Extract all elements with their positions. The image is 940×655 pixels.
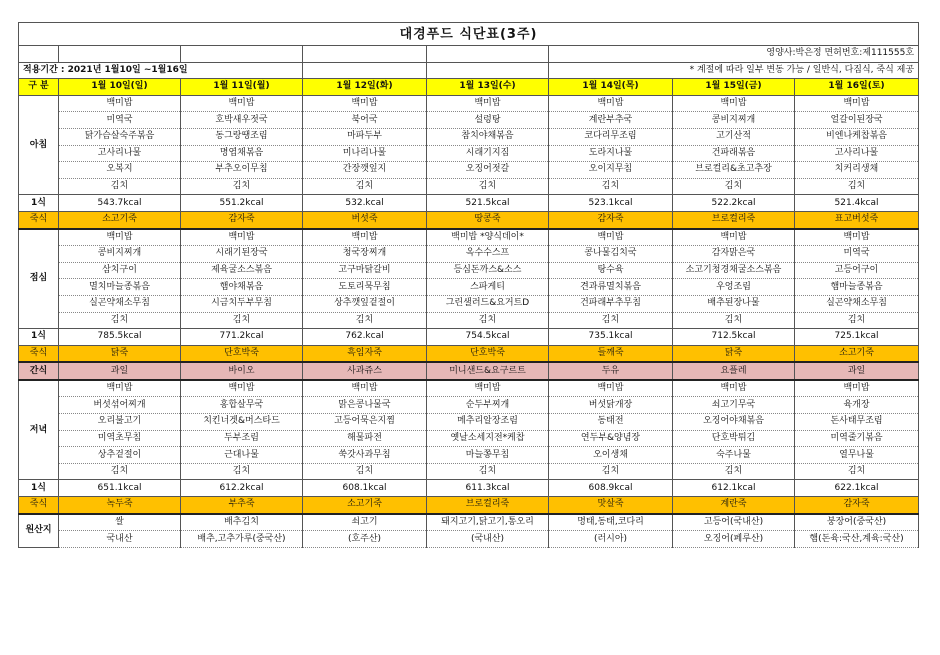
lunch-juk-cell: 들깨죽: [549, 345, 673, 362]
origin-cell: 햄(돈육:국산,계육:국산): [795, 531, 919, 548]
lunch-menu-cell: 김치: [181, 312, 303, 329]
lunch-kcal-cell: 754.5kcal: [427, 329, 549, 346]
breakfast-menu-cell: 부추오이무침: [181, 162, 303, 179]
breakfast-menu-cell: 닭가슴살숙주볶음: [59, 128, 181, 145]
lunch-menu-cell: 김치: [59, 312, 181, 329]
breakfast-kcal-cell: 522.2kcal: [673, 195, 795, 212]
breakfast-menu-cell: 참치야채볶음: [427, 128, 549, 145]
lunch-label: 점심: [19, 229, 59, 329]
lunch-kcal-cell: 762.kcal: [303, 329, 427, 346]
origin-cell: 쇠고기: [303, 514, 427, 531]
breakfast-kcal-cell: 521.5kcal: [427, 195, 549, 212]
breakfast-menu-cell: 김치: [427, 178, 549, 195]
lunch-menu-cell: 백미밥: [795, 229, 919, 246]
dinner-menu-cell: 고등어묵은지찜: [303, 414, 427, 431]
breakfast-menu-cell: 김치: [673, 178, 795, 195]
lunch-menu-cell: 콩비지찌개: [59, 246, 181, 263]
dinner-menu-cell: 쇠고기무국: [673, 397, 795, 414]
nutritionist-info: 영양사:박은정 면허번호:제111555호: [549, 46, 919, 63]
dinner-menu-cell: 김치: [427, 463, 549, 480]
lunch-juk-cell: 소고기죽: [795, 345, 919, 362]
dinner-menu-cell: 옛날소세지전*케찹: [427, 430, 549, 447]
dinner-menu-cell: 숙주나물: [673, 447, 795, 464]
origin-cell: 명태,동태,코다리: [549, 514, 673, 531]
dinner-juk-cell: 소고기죽: [303, 497, 427, 514]
lunch-menu-cell: 등심돈까스&소스: [427, 262, 549, 279]
dinner-menu-cell: 상추겉절이: [59, 447, 181, 464]
breakfast-menu-cell: 호박새우젓국: [181, 112, 303, 129]
origin-cell: 고등어(국내산): [673, 514, 795, 531]
dinner-juk-cell: 부추죽: [181, 497, 303, 514]
breakfast-menu-cell: 계란부추국: [549, 112, 673, 129]
breakfast-menu-cell: 김치: [59, 178, 181, 195]
lunch-menu-cell: 고구마닭갈비: [303, 262, 427, 279]
dinner-menu-cell: 오징어야채볶음: [673, 414, 795, 431]
dinner-juk-cell: 브로컬리죽: [427, 497, 549, 514]
origin-cell: 국내산: [59, 531, 181, 548]
breakfast-menu-cell: 건파래볶음: [673, 145, 795, 162]
breakfast-menu-cell: 비엔나케찹볶음: [795, 128, 919, 145]
lunch-juk-cell: 단호박죽: [427, 345, 549, 362]
dinner-menu-cell: 근대나물: [181, 447, 303, 464]
lunch-menu-cell: 감자맑은국: [673, 246, 795, 263]
lunch-menu-cell: 시래기된장국: [181, 246, 303, 263]
breakfast-menu-cell: 코다리무조림: [549, 128, 673, 145]
dinner-juk-cell: 감자죽: [795, 497, 919, 514]
dinner-juk-cell: 계란죽: [673, 497, 795, 514]
breakfast-menu-cell: 김치: [549, 178, 673, 195]
origin-cell: 붕장어(중국산): [795, 514, 919, 531]
lunch-menu-cell: 백미밥 *양식데이*: [427, 229, 549, 246]
breakfast-menu-cell: 백미밥: [795, 95, 919, 112]
breakfast-menu-cell: 백미밥: [59, 95, 181, 112]
lunch-menu-cell: 미역국: [795, 246, 919, 263]
dinner-menu-cell: 백미밥: [673, 380, 795, 397]
lunch-menu-cell: 도토리묵무침: [303, 279, 427, 296]
lunch-kcal-cell: 785.5kcal: [59, 329, 181, 346]
origin-cell: 오징어(페루산): [673, 531, 795, 548]
lunch-menu-cell: 건파래부추무침: [549, 295, 673, 312]
dinner-menu-cell: 단호박튀김: [673, 430, 795, 447]
breakfast-menu-cell: 오징어젓갈: [427, 162, 549, 179]
breakfast-menu-cell: 콩비지찌개: [673, 112, 795, 129]
dinner-menu-cell: 쑥갓사과무침: [303, 447, 427, 464]
lunch-menu-cell: 햄야채볶음: [181, 279, 303, 296]
origin-cell: 돼지고기,닭고기,통오리: [427, 514, 549, 531]
snack-cell: 과일: [59, 362, 181, 380]
dinner-juk-cell: 녹두죽: [59, 497, 181, 514]
breakfast-menu-cell: 고사리나물: [59, 145, 181, 162]
breakfast-juk-cell: 땅콩죽: [427, 211, 549, 228]
dinner-menu-cell: 홍합살무국: [181, 397, 303, 414]
dinner-menu-cell: 맑은콩나물국: [303, 397, 427, 414]
dinner-menu-cell: 백미밥: [427, 380, 549, 397]
dinner-kcal-cell: 622.1kcal: [795, 480, 919, 497]
breakfast-menu-cell: 브로컬리&초고추장: [673, 162, 795, 179]
dinner-menu-cell: 미역줄기볶음: [795, 430, 919, 447]
breakfast-menu-cell: 미역국: [59, 112, 181, 129]
lunch-menu-cell: 제육굴소스볶음: [181, 262, 303, 279]
dinner-label: 저녁: [19, 380, 59, 480]
breakfast-menu-cell: 백미밥: [181, 95, 303, 112]
breakfast-menu-cell: 고기산적: [673, 128, 795, 145]
dinner-menu-cell: 동태전: [549, 414, 673, 431]
dinner-menu-cell: 버섯닭개장: [549, 397, 673, 414]
breakfast-menu-cell: 오복지: [59, 162, 181, 179]
dinner-menu-cell: 메추리알장조림: [427, 414, 549, 431]
lunch-menu-cell: 실곤약채소무침: [59, 295, 181, 312]
snack-cell: 두유: [549, 362, 673, 380]
breakfast-menu-cell: 백미밥: [673, 95, 795, 112]
lunch-menu-cell: 견과류멸치볶음: [549, 279, 673, 296]
dinner-menu-cell: 김치: [795, 463, 919, 480]
lunch-menu-cell: 백미밥: [303, 229, 427, 246]
snack-cell: 바이오: [181, 362, 303, 380]
dinner-menu-cell: 김치: [181, 463, 303, 480]
dinner-kcal-cell: 611.3kcal: [427, 480, 549, 497]
period-label: 적용기간 : 2021년 1월10일 ~1월16일: [19, 62, 303, 79]
lunch-menu-cell: 멸치마늘종볶음: [59, 279, 181, 296]
lunch-menu-cell: 배추된장나물: [673, 295, 795, 312]
dinner-menu-cell: 백미밥: [549, 380, 673, 397]
lunch-menu-cell: 김치: [303, 312, 427, 329]
lunch-juk-cell: 흑임자죽: [303, 345, 427, 362]
dinner-menu-cell: 백미밥: [59, 380, 181, 397]
dinner-menu-cell: 육개장: [795, 397, 919, 414]
breakfast-juk-cell: 버섯죽: [303, 211, 427, 228]
dinner-menu-cell: 버섯섞어찌개: [59, 397, 181, 414]
breakfast-kcal-cell: 543.7kcal: [59, 195, 181, 212]
dinner-menu-cell: 돈사태무조림: [795, 414, 919, 431]
breakfast-menu-cell: 미나리나물: [303, 145, 427, 162]
breakfast-menu-cell: 김치: [303, 178, 427, 195]
lunch-menu-cell: 백미밥: [673, 229, 795, 246]
breakfast-menu-cell: 마파두부: [303, 128, 427, 145]
breakfast-menu-cell: 고사리나물: [795, 145, 919, 162]
dinner-menu-cell: 두부조림: [181, 430, 303, 447]
lunch-menu-cell: 그린샐러드&요거트D: [427, 295, 549, 312]
dinner-kcal-cell: 612.1kcal: [673, 480, 795, 497]
breakfast-menu-cell: 동그랑땡조림: [181, 128, 303, 145]
breakfast-juk-cell: 브로컬리죽: [673, 211, 795, 228]
lunch-menu-cell: 김치: [427, 312, 549, 329]
dinner-juk-label: 죽식: [19, 497, 59, 514]
header-day: 1월 13일(수): [427, 79, 549, 96]
dinner-kcal-label: 1식: [19, 480, 59, 497]
header-day: 1월 12일(화): [303, 79, 427, 96]
lunch-juk-cell: 닭죽: [673, 345, 795, 362]
header-day: 1월 15일(금): [673, 79, 795, 96]
sheet-title: 대경푸드 식단표(3주): [19, 23, 919, 46]
lunch-kcal-cell: 771.2kcal: [181, 329, 303, 346]
breakfast-menu-cell: 북어국: [303, 112, 427, 129]
dinner-menu-cell: 김치: [59, 463, 181, 480]
breakfast-menu-cell: 치커리생채: [795, 162, 919, 179]
dinner-menu-cell: 순두부찌개: [427, 397, 549, 414]
header-day: 1월 11일(월): [181, 79, 303, 96]
dinner-menu-cell: 백미밥: [303, 380, 427, 397]
dinner-juk-cell: 맛살죽: [549, 497, 673, 514]
breakfast-juk-cell: 소고기죽: [59, 211, 181, 228]
lunch-menu-cell: 김치: [673, 312, 795, 329]
dinner-menu-cell: 백미밥: [181, 380, 303, 397]
dinner-menu-cell: 해물파전: [303, 430, 427, 447]
dinner-kcal-cell: 612.2kcal: [181, 480, 303, 497]
breakfast-menu-cell: 설렁탕: [427, 112, 549, 129]
origin-label: 원산지: [19, 514, 59, 548]
origin-cell: (국내산): [427, 531, 549, 548]
breakfast-menu-cell: 김치: [181, 178, 303, 195]
dinner-menu-cell: 김치: [303, 463, 427, 480]
origin-cell: (호주산): [303, 531, 427, 548]
lunch-menu-cell: 백미밥: [59, 229, 181, 246]
lunch-kcal-cell: 712.5kcal: [673, 329, 795, 346]
breakfast-juk-cell: 감자죽: [549, 211, 673, 228]
lunch-juk-cell: 단호박죽: [181, 345, 303, 362]
breakfast-menu-cell: 얼갈이된장국: [795, 112, 919, 129]
breakfast-kcal-label: 1식: [19, 195, 59, 212]
header-day: 1월 10일(일): [59, 79, 181, 96]
dinner-menu-cell: 김치: [673, 463, 795, 480]
breakfast-kcal-cell: 551.2kcal: [181, 195, 303, 212]
lunch-menu-cell: 소고기청경채굴소스볶음: [673, 262, 795, 279]
lunch-menu-cell: 실곤약채소무침: [795, 295, 919, 312]
lunch-menu-cell: 김치: [549, 312, 673, 329]
dinner-menu-cell: 열무나물: [795, 447, 919, 464]
breakfast-menu-cell: 도라지나물: [549, 145, 673, 162]
breakfast-menu-cell: 백미밥: [427, 95, 549, 112]
lunch-menu-cell: 스파게티: [427, 279, 549, 296]
dinner-kcal-cell: 608.1kcal: [303, 480, 427, 497]
origin-cell: (러시아): [549, 531, 673, 548]
lunch-menu-cell: 김치: [795, 312, 919, 329]
header-category: 구 분: [19, 79, 59, 96]
menu-table: [18, 22, 919, 548]
breakfast-kcal-cell: 521.4kcal: [795, 195, 919, 212]
dinner-menu-cell: 치킨너겟&머스타드: [181, 414, 303, 431]
breakfast-menu-cell: 시래기지짐: [427, 145, 549, 162]
origin-cell: 배추,고추가루(중국산): [181, 531, 303, 548]
lunch-menu-cell: 백미밥: [549, 229, 673, 246]
note-label: * 계절에 따라 일부 변동 가능 / 일반식, 다짐식, 죽식 제공: [549, 62, 919, 79]
header-day: 1월 14일(목): [549, 79, 673, 96]
breakfast-menu-cell: 김치: [795, 178, 919, 195]
origin-cell: 쌀: [59, 514, 181, 531]
lunch-menu-cell: 햄마늘종볶음: [795, 279, 919, 296]
dinner-menu-cell: 연두부&양념장: [549, 430, 673, 447]
lunch-menu-cell: 시금치두부무침: [181, 295, 303, 312]
breakfast-menu-cell: 오이지무침: [549, 162, 673, 179]
breakfast-menu-cell: 간장깻잎지: [303, 162, 427, 179]
lunch-menu-cell: 우엉조림: [673, 279, 795, 296]
header-day: 1월 16일(토): [795, 79, 919, 96]
dinner-menu-cell: 오리불고기: [59, 414, 181, 431]
breakfast-juk-label: 죽식: [19, 211, 59, 228]
breakfast-juk-cell: 표고버섯죽: [795, 211, 919, 228]
lunch-menu-cell: 옥수수스프: [427, 246, 549, 263]
lunch-menu-cell: 콩나물김치국: [549, 246, 673, 263]
breakfast-label: 아침: [19, 95, 59, 195]
dinner-menu-cell: 오이생채: [549, 447, 673, 464]
snack-cell: 미니샌드&요구르트: [427, 362, 549, 380]
breakfast-menu-cell: 백미밥: [549, 95, 673, 112]
snack-cell: 요플레: [673, 362, 795, 380]
lunch-menu-cell: 청국장찌개: [303, 246, 427, 263]
breakfast-kcal-cell: 523.1kcal: [549, 195, 673, 212]
dinner-kcal-cell: 651.1kcal: [59, 480, 181, 497]
origin-cell: 배추김치: [181, 514, 303, 531]
breakfast-kcal-cell: 532.kcal: [303, 195, 427, 212]
lunch-menu-cell: 탕수육: [549, 262, 673, 279]
breakfast-menu-cell: 명엽채볶음: [181, 145, 303, 162]
lunch-kcal-label: 1식: [19, 329, 59, 346]
dinner-kcal-cell: 608.9kcal: [549, 480, 673, 497]
lunch-menu-cell: 상추깻잎겉절이: [303, 295, 427, 312]
lunch-kcal-cell: 725.1kcal: [795, 329, 919, 346]
snack-label: 간식: [19, 362, 59, 380]
lunch-menu-cell: 삼치구이: [59, 262, 181, 279]
dinner-menu-cell: 미역초무침: [59, 430, 181, 447]
dinner-menu-cell: 김치: [549, 463, 673, 480]
dinner-menu-cell: 백미밥: [795, 380, 919, 397]
lunch-menu-cell: 고등어구이: [795, 262, 919, 279]
lunch-menu-cell: 백미밥: [181, 229, 303, 246]
breakfast-menu-cell: 백미밥: [303, 95, 427, 112]
lunch-juk-cell: 닭죽: [59, 345, 181, 362]
lunch-kcal-cell: 735.1kcal: [549, 329, 673, 346]
snack-cell: 사과쥬스: [303, 362, 427, 380]
snack-cell: 과일: [795, 362, 919, 380]
dinner-menu-cell: 마늘쫑무침: [427, 447, 549, 464]
breakfast-juk-cell: 감자죽: [181, 211, 303, 228]
lunch-juk-label: 죽식: [19, 345, 59, 362]
